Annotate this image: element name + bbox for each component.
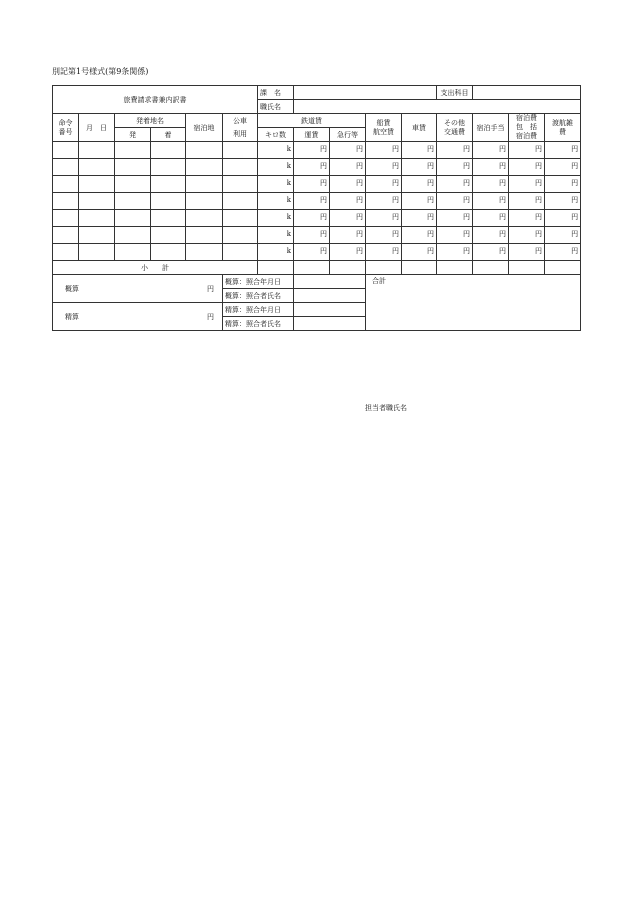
total-label: 合計 [372, 277, 387, 285]
settlement-label: 精算 [65, 312, 79, 321]
unit-yen[interactable]: 円 [545, 176, 581, 193]
unit-km[interactable]: k [258, 142, 294, 159]
official-value[interactable] [294, 100, 581, 114]
unit-yen[interactable]: 円 [509, 159, 545, 176]
unit-yen[interactable]: 円 [473, 227, 509, 244]
unit-yen[interactable]: 円 [437, 142, 473, 159]
unit-yen[interactable]: 円 [402, 176, 437, 193]
unit-yen[interactable]: 円 [509, 193, 545, 210]
subtotal-cell[interactable] [294, 261, 330, 275]
unit-yen[interactable]: 円 [294, 227, 330, 244]
unit-yen[interactable]: 円 [509, 244, 545, 261]
estimate-cell[interactable] [53, 275, 223, 303]
unit-yen[interactable]: 円 [330, 193, 366, 210]
unit-km[interactable]: k [258, 193, 294, 210]
unit-yen[interactable]: 円 [294, 176, 330, 193]
unit-yen[interactable]: 円 [473, 210, 509, 227]
unit-yen[interactable]: 円 [545, 227, 581, 244]
unit-yen[interactable]: 円 [330, 142, 366, 159]
col-crossing: 渡航雑 費 [545, 114, 581, 142]
settlement-cell[interactable] [53, 303, 223, 331]
form-reference: 別記第1号様式(第9条関係) [52, 67, 149, 76]
officer-label: 担当者職氏名 [365, 404, 407, 412]
unit-yen[interactable]: 円 [473, 193, 509, 210]
unit-km[interactable]: k [258, 210, 294, 227]
unit-yen[interactable]: 円 [545, 142, 581, 159]
table-row [53, 159, 581, 176]
unit-yen[interactable]: 円 [402, 244, 437, 261]
expense-value[interactable] [473, 86, 581, 100]
table-row [53, 176, 581, 193]
unit-yen[interactable]: 円 [473, 244, 509, 261]
unit-yen[interactable]: 円 [437, 193, 473, 210]
estimate-yen: 円 [207, 284, 214, 293]
col-package-lodging: 宿泊費 包 括 宿泊費 [509, 114, 545, 142]
col-date: 月 日 [79, 114, 115, 142]
unit-yen[interactable]: 円 [437, 176, 473, 193]
subtotal-cell[interactable] [402, 261, 437, 275]
col-other-transport: その他 交通費 [437, 114, 473, 142]
total-cell[interactable] [366, 275, 581, 331]
unit-yen[interactable]: 円 [473, 159, 509, 176]
col-lodging: 宿泊地 [186, 114, 223, 142]
settlement-yen: 円 [207, 312, 214, 321]
unit-yen[interactable]: 円 [545, 159, 581, 176]
est-date-label: 概算：照合年月日 [223, 275, 294, 289]
col-use: 利用 [223, 128, 258, 142]
unit-yen[interactable]: 円 [473, 176, 509, 193]
subtotal-cell[interactable] [473, 261, 509, 275]
data-rows [53, 142, 581, 261]
unit-yen[interactable]: 円 [366, 159, 402, 176]
unit-yen[interactable]: 円 [330, 159, 366, 176]
est-name-value[interactable] [294, 289, 366, 303]
set-date-value[interactable] [294, 303, 366, 317]
table-row [53, 210, 581, 227]
col-route: 発着地名 [115, 114, 186, 128]
unit-km[interactable]: k [258, 244, 294, 261]
col-order-no: 命令 番号 [53, 114, 79, 142]
col-fare: 運賃 [294, 128, 330, 142]
subtotal-cell[interactable] [509, 261, 545, 275]
unit-yen[interactable]: 円 [294, 142, 330, 159]
unit-yen[interactable]: 円 [366, 244, 402, 261]
unit-yen[interactable]: 円 [402, 142, 437, 159]
unit-yen[interactable]: 円 [509, 227, 545, 244]
unit-yen[interactable]: 円 [330, 227, 366, 244]
unit-yen[interactable]: 円 [366, 142, 402, 159]
unit-yen[interactable]: 円 [437, 244, 473, 261]
col-car-fare: 車賃 [402, 114, 437, 142]
dept-value[interactable] [294, 86, 437, 100]
unit-yen[interactable]: 円 [402, 159, 437, 176]
col-express: 急行等 [330, 128, 366, 142]
travel-expense-form [52, 85, 581, 331]
col-lodging-allowance: 宿泊手当 [473, 114, 509, 142]
unit-yen[interactable]: 円 [366, 227, 402, 244]
unit-yen[interactable]: 円 [437, 159, 473, 176]
est-date-value[interactable] [294, 275, 366, 289]
col-depart: 発 [115, 128, 151, 142]
unit-yen[interactable]: 円 [330, 244, 366, 261]
col-arrive: 着 [151, 128, 186, 142]
unit-yen[interactable]: 円 [473, 142, 509, 159]
unit-yen[interactable]: 円 [545, 210, 581, 227]
subtotal-cell[interactable] [366, 261, 402, 275]
unit-yen[interactable]: 円 [509, 210, 545, 227]
subtotal-cell[interactable] [545, 261, 581, 275]
est-name-label: 概算：照合者氏名 [223, 289, 294, 303]
unit-yen[interactable]: 円 [437, 210, 473, 227]
col-ship-air: 船賃 航空賃 [366, 114, 402, 142]
subtotal-cell[interactable] [437, 261, 473, 275]
expense-label: 支出科目 [437, 86, 473, 100]
unit-yen[interactable]: 円 [294, 159, 330, 176]
unit-yen[interactable]: 円 [366, 193, 402, 210]
official-label: 職氏名 [258, 100, 294, 114]
subtotal-label: 小 計 [53, 261, 258, 275]
set-date-label: 精算：照合年月日 [223, 303, 294, 317]
dept-label: 課 名 [258, 86, 294, 100]
unit-km[interactable]: k [258, 176, 294, 193]
unit-km[interactable]: k [258, 159, 294, 176]
unit-yen[interactable]: 円 [330, 210, 366, 227]
form-title: 旅費請求書兼内訳書 [53, 86, 258, 114]
unit-yen[interactable]: 円 [545, 244, 581, 261]
col-rail: 鉄道賃 [258, 114, 366, 128]
table-row [53, 193, 581, 210]
unit-yen[interactable]: 円 [509, 142, 545, 159]
set-name-label: 精算：照合者氏名 [223, 317, 294, 331]
unit-yen[interactable]: 円 [294, 244, 330, 261]
unit-yen[interactable]: 円 [294, 193, 330, 210]
unit-yen[interactable]: 円 [402, 193, 437, 210]
unit-yen[interactable]: 円 [330, 176, 366, 193]
table-row [53, 227, 581, 244]
col-official-car: 公車 [223, 114, 258, 128]
unit-yen[interactable]: 円 [509, 176, 545, 193]
unit-yen[interactable]: 円 [294, 210, 330, 227]
unit-yen[interactable]: 円 [545, 193, 581, 210]
table-row [53, 142, 581, 159]
estimate-label: 概算 [65, 284, 79, 293]
subtotal-cell[interactable] [330, 261, 366, 275]
table-row [53, 244, 581, 261]
unit-yen[interactable]: 円 [402, 210, 437, 227]
set-name-value[interactable] [294, 317, 366, 331]
unit-yen[interactable]: 円 [366, 210, 402, 227]
unit-km[interactable]: k [258, 227, 294, 244]
col-km: キロ数 [258, 128, 294, 142]
unit-yen[interactable]: 円 [437, 227, 473, 244]
unit-yen[interactable]: 円 [402, 227, 437, 244]
unit-yen[interactable]: 円 [366, 176, 402, 193]
subtotal-cell[interactable] [258, 261, 294, 275]
